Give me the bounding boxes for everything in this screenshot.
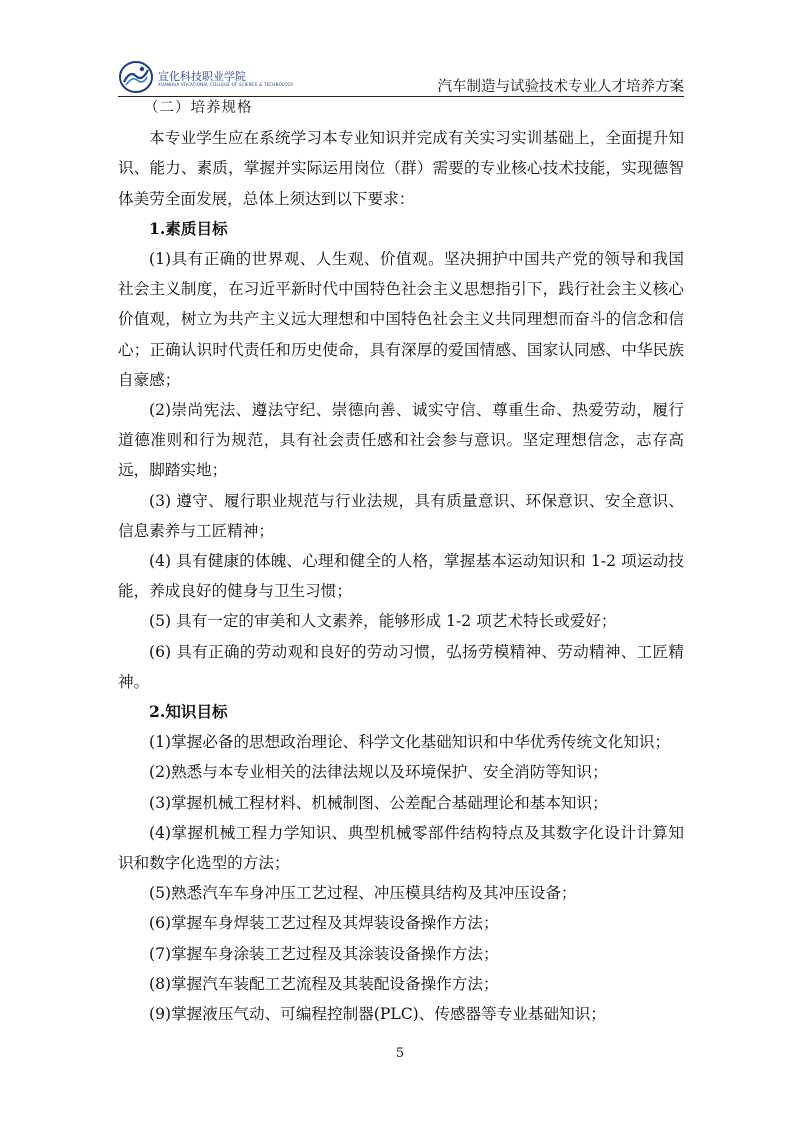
paragraph: (6)掌握车身焊装工艺过程及其焊装设备操作方法； — [149, 914, 499, 933]
paragraph: (7)掌握车身涂装工艺过程及其涂装设备操作方法； — [149, 944, 499, 963]
paragraph: (3) 遵守、履行职业规范与行业法规，具有质量意识、环保意识、安全意识、信息素养与工匠精神； — [118, 491, 684, 540]
paragraph: (5)熟悉汽车车身冲压工艺过程、冲压模具结构及其冲压设备； — [149, 884, 577, 903]
college-emblem-icon — [118, 60, 154, 94]
section-heading: （二）培养规格 — [144, 100, 253, 116]
college-name: 宣化科技职业学院 — [158, 70, 246, 83]
paragraph: (1)掌握必备的思想政治理论、科学文化基础知识和中华优秀传统文化知识； — [149, 733, 671, 752]
subheading-quality-goals: 1.素质目标 — [149, 218, 228, 238]
paragraph: (1)具有正确的世界观、人生观、价值观。坚决拥护中国共产党的领导和我国社会主义制度，在习近平新时代中国特色社会主义思想指引下，践行社会主义核心价值观，树立为共产主义远大理想和中国特色社会主义共同理想而奋斗的信念和信心；正确认识时代责任和历史使命，具有深厚的爱国情感、国家认同感、中华民族自豪感； — [118, 250, 684, 389]
paragraph: (6) 具有正确的劳动观和良好的劳动习惯，弘扬劳模精神、劳动精神、工匠精神。 — [118, 642, 684, 691]
paragraph: (5) 具有一定的审美和人文素养，能够形成 1-2 项艺术特长或爱好； — [149, 612, 617, 631]
paragraph: (3)掌握机械工程材料、机械制图、公差配合基础理论和基本知识； — [149, 793, 608, 812]
college-english-name: XUANHUA VOCATIONAL COLLEGE OF SCIENCE & TECHNOLOGY — [158, 82, 294, 87]
page-number: 5 — [395, 1046, 405, 1061]
subheading-knowledge-goals: 2.知识目标 — [149, 702, 228, 722]
page-header — [118, 58, 684, 97]
document-title: 汽车制造与试验技术专业人才培养方案 — [437, 79, 684, 95]
intro-paragraph: 本专业学生应在系统学习本专业知识并完成有关实习实训基础上，全面提升知识、能力、素质，掌握并实际运用岗位（群）需要的专业核心技术技能，实现德智体美劳全面发展，总体上须达到以下要求： — [118, 129, 684, 208]
paragraph: (4) 具有健康的体魄、心理和健全的人格，掌握基本运动知识和 1-2 项运动技能，养成良好的健身与卫生习惯； — [118, 552, 684, 601]
paragraph: (4)掌握机械工程力学知识、典型机械零部件结构特点及其数字化设计计算知识和数字化选型的方法； — [118, 823, 684, 873]
page-body — [118, 93, 684, 1029]
paragraph: (8)掌握汽车装配工艺流程及其装配设备操作方法； — [149, 974, 499, 993]
paragraph: (2)熟悉与本专业相关的法律法规以及环境保护、安全消防等知识； — [149, 763, 608, 782]
college-logo — [118, 58, 294, 94]
paragraph: (2)崇尚宪法、遵法守纪、崇德向善、诚实守信、尊重生命、热爱劳动，履行道德准则和行为规范，具有社会责任感和社会参与意识。坚定理想信念，志存高远，脚踏实地； — [118, 401, 684, 480]
paragraph: (9)掌握液压气动、可编程控制器(PLC)、传感器等专业基础知识； — [149, 1005, 606, 1024]
